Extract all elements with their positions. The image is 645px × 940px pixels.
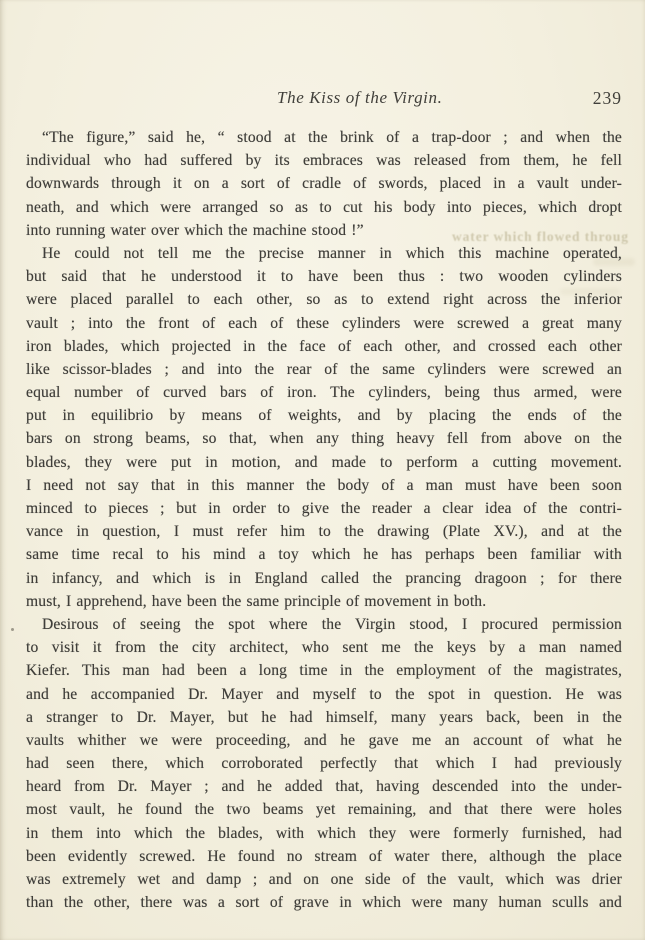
text-line: and he accompanied Dr. Mayer and myself to the spot in question. He was bbox=[26, 685, 622, 703]
text-line: iron blades, which projected in the face of each other, and crossed each other bbox=[26, 337, 622, 355]
text-line: to visit it from the city architect, who sent me the keys by a man named bbox=[26, 639, 622, 657]
text-line: been evidently screwed. He found no stream of water there, although the place bbox=[26, 847, 622, 865]
text-line: same time recal to his mind a toy which he has perhaps been familiar with bbox=[26, 546, 622, 564]
text-line: vault ; into the front of each of these cylinders were screwed a great many bbox=[26, 314, 622, 332]
text-line: into running water over which the machine stood !” bbox=[26, 221, 364, 239]
text-line: in them into which the blades, with which they were formerly furnished, had bbox=[26, 824, 622, 842]
text-line: downwards through it on a sort of cradle of swords, placed in a vault under- bbox=[26, 175, 622, 193]
page-title: The Kiss of the Virgin. bbox=[277, 88, 443, 107]
text-line: like scissor-blades ; and into the rear of the same cylinders were screwed an bbox=[26, 360, 622, 378]
body-text bbox=[26, 126, 622, 914]
text-line: heard from Dr. Mayer ; and he added that, having descended into the under- bbox=[26, 778, 622, 796]
text-line: a stranger to Dr. Mayer, but he had himself, many years back, been in the bbox=[26, 708, 622, 726]
text-line: equal number of curved bars of iron. The cylinders, being thus armed, were bbox=[26, 384, 622, 402]
text-line: had seen there, which corroborated perfectly that which I had previously bbox=[26, 755, 622, 773]
text-line: neath, and which were arranged so as to cut his body into pieces, which dropt bbox=[26, 198, 622, 216]
text-line: Kiefer. This man had been a long time in the employment of the magistrates, bbox=[26, 662, 622, 680]
text-line: vaults whither we were proceeding, and he gave me an account of what he bbox=[26, 731, 622, 749]
text-line: but said that he understood it to have been thus : two wooden cylinders bbox=[26, 268, 622, 286]
text-line: vance in question, I must refer him to the drawing (Plate XV.), and at the bbox=[26, 523, 622, 541]
text-line: He could not tell me the precise manner in which this machine operated, bbox=[42, 244, 622, 262]
page-number: 239 bbox=[592, 88, 622, 108]
text-line: “The figure,” said he, “ stood at the brink of a trap-door ; and when the bbox=[42, 129, 622, 146]
text-line: was extremely wet and damp ; and on one side of the vault, which was drier bbox=[26, 871, 622, 888]
text-line: minced to pieces ; but in order to give the reader a clear idea of the contri- bbox=[26, 500, 622, 517]
text-line: most vault, he found the two beams yet remaining, and that there were holes bbox=[26, 801, 622, 819]
text-line: were placed parallel to each other, so as to extend right across the inferior bbox=[26, 291, 622, 309]
ink-speck bbox=[11, 628, 14, 631]
text-line: in infancy, and which is in England called the prancing dragoon ; for there bbox=[26, 569, 622, 587]
text-line: individual who had suffered by its embraces was released from them, he fell bbox=[26, 152, 622, 170]
text-line: put in equilibrio by means of weights, and by placing the ends of the bbox=[26, 407, 622, 425]
show-through-text: water which flowed throug bbox=[452, 229, 629, 244]
text-line: Desirous of seeing the spot where the Virgin stood, I procured permission bbox=[42, 615, 622, 633]
text-line: I need not say that in this manner the body of a man must have been soon bbox=[26, 476, 622, 494]
text-line: blades, they were put in motion, and made to perform a cutting movement. bbox=[26, 453, 622, 471]
text-line: must, I apprehend, have been the same principle of movement in both. bbox=[26, 592, 487, 610]
text-line: than the other, there was a sort of grave in which were many human sculls and bbox=[26, 894, 622, 912]
running-head bbox=[26, 88, 622, 112]
text-line: bars on strong beams, so that, when any thing heavy fell from above on the bbox=[26, 430, 622, 448]
